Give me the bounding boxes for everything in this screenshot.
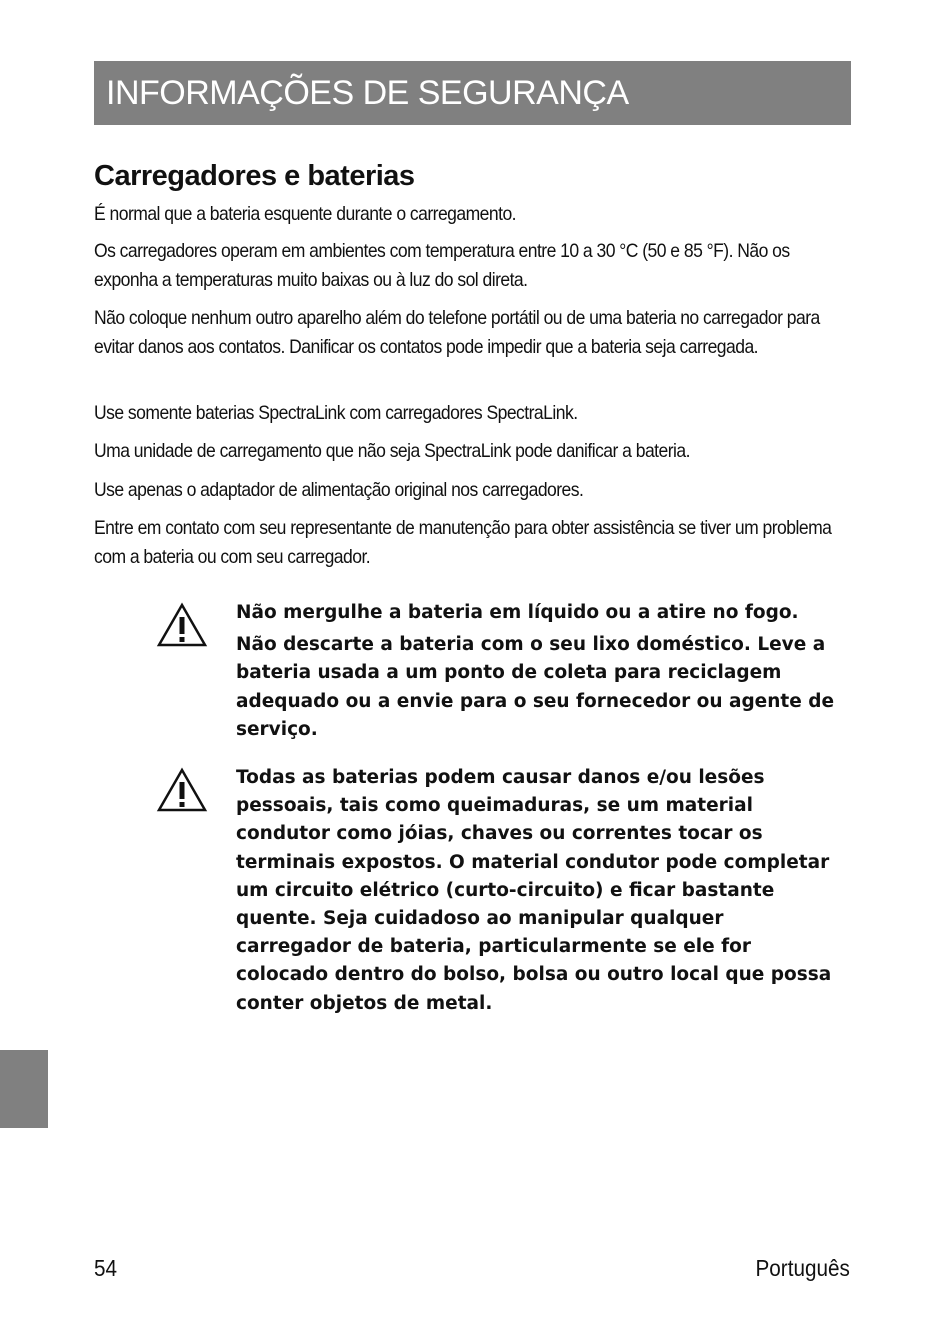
page-number: 54 [94, 1255, 118, 1281]
paragraph: Use apenas o adaptador de alimentação original nos carregadores. [94, 479, 584, 501]
warning-triangle-icon [156, 767, 208, 813]
warning-line: Não mergulhe a bateria em líquido ou a atire no fogo. [236, 602, 799, 623]
warning-block-1 [236, 599, 836, 744]
paragraph: Use somente baterias SpectraLink com carregadores SpectraLink. [94, 402, 578, 424]
section-heading: Carregadores e baterias [94, 160, 415, 192]
section-header-bar [94, 61, 851, 125]
warning-line: Todas as baterias podem causar danos e/ou lesões pessoais, tais como queimaduras, se um material condutor como jóias, chaves ou correntes tocar os terminais expostos. O material condutor pode completar um circuito elétrico (curto-circuito) e ficar bastante quente. Seja cuidadoso ao manipular qualquer carregador de bateria, particularmente se ele for colocado dentro do bolso, bolsa ou outro local que possa conter objetos de metal. [236, 767, 832, 1014]
warning-block-2 [236, 764, 836, 1018]
footer-language: Português [755, 1255, 850, 1281]
warning-triangle-icon [156, 602, 208, 648]
paragraph: Os carregadores operam em ambientes com temperatura entre 10 a 30 °C (50 e 85 °F). Não os exponha a temperaturas muito baixas ou à luz do sol direta. [94, 240, 790, 291]
paragraph: Entre em contato com seu representante de manutenção para obter assistência se tiver um problema com a bateria ou com seu carregador. [94, 517, 832, 568]
paragraph: Não coloque nenhum outro aparelho além do telefone portátil ou de uma bateria no carregador para evitar danos aos contatos. Danificar os contatos pode impedir que a bateria seja carregada. [94, 307, 820, 358]
warning-line: Não descarte a bateria com o seu lixo doméstico. Leve a bateria usada a um ponto de coleta para reciclagem adequado ou a envie para o seu fornecedor ou agente de serviço. [236, 634, 835, 740]
paragraph: Uma unidade de carregamento que não seja SpectraLink pode danificar a bateria. [94, 440, 690, 462]
paragraph: É normal que a bateria esquente durante o carregamento. [94, 203, 517, 225]
chapter-side-tab [0, 1050, 48, 1128]
page-title: INFORMAÇÕES DE SEGURANÇA [106, 74, 629, 112]
